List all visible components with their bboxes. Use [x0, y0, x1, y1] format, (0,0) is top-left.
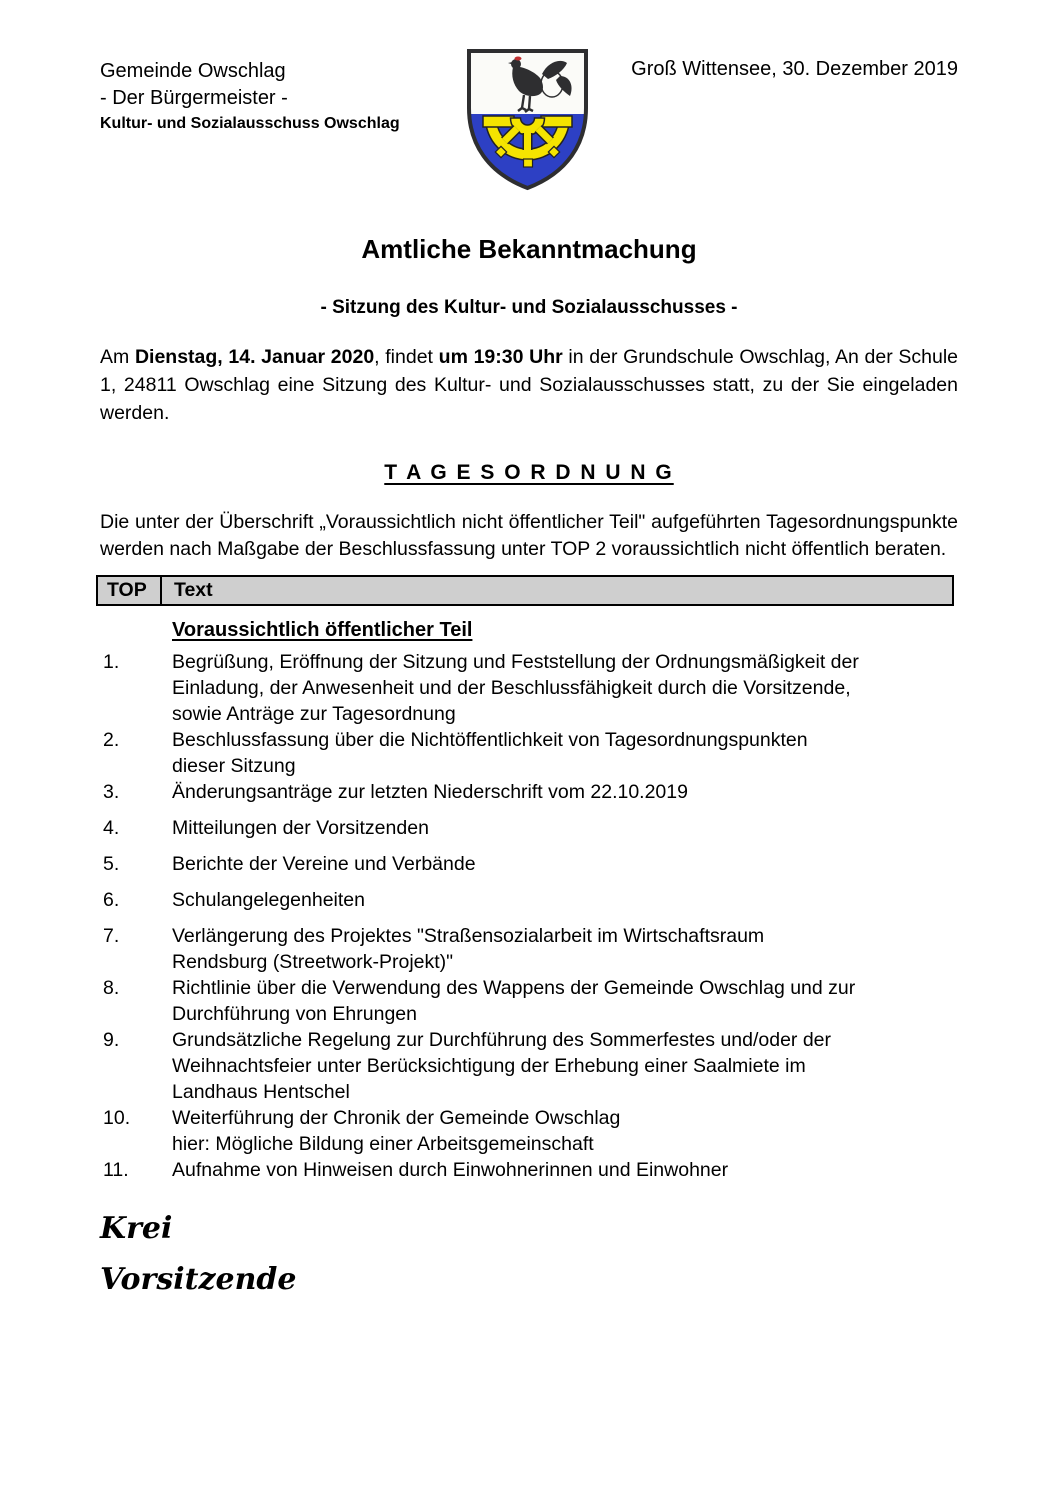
- agenda-item-line: dieser Sitzung: [172, 755, 296, 777]
- signature-name: Krei: [100, 1211, 173, 1246]
- sender-municipality: Gemeinde Owschlag: [100, 60, 286, 82]
- column-header-top: TOP: [98, 577, 162, 604]
- agenda-heading: T A G E S O R D N U N G: [384, 461, 674, 484]
- intro-paragraph: [100, 343, 958, 427]
- agenda-item-number: 9.: [103, 1029, 120, 1051]
- agenda-item-line: Mitteilungen der Vorsitzenden: [172, 817, 429, 839]
- agenda-item: [100, 649, 958, 727]
- public-section-heading: Voraussichtlich öffentlicher Teil: [172, 619, 473, 641]
- agenda-item-text: [172, 649, 958, 727]
- agenda-item-text: [172, 923, 958, 975]
- agenda-table-header: [96, 575, 954, 606]
- agenda-item-text: [172, 1105, 958, 1157]
- agenda-item: [100, 1027, 958, 1105]
- intro-bold-text: Dienstag, 14. Januar 2020: [134, 346, 375, 368]
- sender-block: [100, 58, 400, 136]
- agenda-item-number: 11.: [103, 1159, 129, 1181]
- document-header: [100, 46, 958, 196]
- agenda-item: [100, 923, 958, 975]
- agenda-item: [100, 975, 958, 1027]
- agenda-item-text: [172, 727, 958, 779]
- agenda-item-text: [172, 887, 958, 913]
- agenda-item-number: 10.: [103, 1107, 131, 1129]
- agenda-item-line: Verlängerung des Projektes "Straßensozialarbeit im Wirtschaftsraum: [172, 925, 765, 947]
- agenda-item-line: Änderungsanträge zur letzten Niederschrift vom 22.10.2019: [172, 781, 688, 803]
- column-header-text: Text: [174, 579, 213, 601]
- place-date: Groß Wittensee, 30. Dezember 2019: [631, 58, 958, 80]
- agenda-item: [100, 727, 958, 779]
- agenda-item: [100, 815, 958, 841]
- agenda-item-line: Richtlinie über die Verwendung des Wappens der Gemeinde Owschlag und zur: [172, 977, 856, 999]
- agenda-item-number: 5.: [103, 853, 120, 875]
- agenda-item: [100, 1105, 958, 1157]
- document-title: Amtliche Bekanntmachung: [361, 234, 697, 264]
- agenda-item-number: 1.: [103, 651, 120, 673]
- sender-mayor: - Der Bürgermeister -: [100, 87, 288, 109]
- signature-block: [100, 1211, 958, 1297]
- agenda-item-number: 4.: [103, 817, 120, 839]
- agenda-item-text: [172, 1027, 958, 1105]
- agenda-item-number: 2.: [103, 729, 120, 751]
- agenda-item-number: 8.: [103, 977, 120, 999]
- agenda-item-line: Einladung, der Anwesenheit und der Beschlussfähigkeit durch die Vorsitzende,: [172, 677, 851, 699]
- agenda-item: [100, 887, 958, 913]
- section-heading-row: [172, 619, 958, 642]
- agenda-item-line: Landhaus Hentschel: [172, 1081, 350, 1103]
- agenda-item-line: Begrüßung, Eröffnung der Sitzung und Feststellung der Ordnungsmäßigkeit der: [172, 651, 859, 673]
- non-public-note: Die unter der Überschrift „Voraussichtlich nicht öffentlicher Teil" aufgeführten Tagesordnungspunkte werden nach Maßgabe der Beschlussfassung unter TOP 2 voraussichtlich nicht öffentlich beraten.: [100, 511, 958, 560]
- agenda-item-line: Beschlussfassung über die Nichtöffentlichkeit von Tagesordnungspunkten: [172, 729, 808, 751]
- agenda-item-text: [172, 779, 958, 805]
- agenda-item: [100, 1157, 958, 1183]
- agenda-item: [100, 779, 958, 805]
- agenda-item-line: Weihnachtsfeier unter Berücksichtigung der Erhebung einer Saalmiete im: [172, 1055, 806, 1077]
- coat-of-arms-shield-icon: [464, 46, 591, 193]
- agenda-list: [100, 649, 958, 1183]
- intro-text: , findet: [374, 346, 439, 368]
- intro-text: in der Grundschule Owschlag, An der Schule 1, 24811 Owschlag eine Sitzung des Kultur- und Sozialausschusses statt, zu der Sie eingeladen werden.: [100, 346, 958, 424]
- signature-role: Vorsitzende: [100, 1262, 297, 1297]
- agenda-item-line: Aufnahme von Hinweisen durch Einwohnerinnen und Einwohner: [172, 1159, 729, 1181]
- agenda-item-line: Schulangelegenheiten: [172, 889, 366, 911]
- agenda-item-text: [172, 1157, 958, 1183]
- agenda-item-line: Rendsburg (Streetwork-Projekt)": [172, 951, 454, 973]
- agenda-item-line: Durchführung von Ehrungen: [172, 1003, 417, 1025]
- agenda-item-text: [172, 975, 958, 1027]
- agenda-item-text: [172, 851, 958, 877]
- agenda-item-line: hier: Mögliche Bildung einer Arbeitsgemeinschaft: [172, 1133, 594, 1155]
- agenda-item-number: 6.: [103, 889, 120, 911]
- agenda-item-number: 7.: [103, 925, 120, 947]
- agenda-item-line: sowie Anträge zur Tagesordnung: [172, 703, 456, 725]
- agenda-item: [100, 851, 958, 877]
- agenda-item-line: Grundsätzliche Regelung zur Durchführung des Sommerfestes und/oder der: [172, 1029, 832, 1051]
- agenda-item-line: Weiterführung der Chronik der Gemeinde Owschlag: [172, 1107, 621, 1129]
- coat-of-arms: [464, 46, 591, 194]
- agenda-item-line: Berichte der Vereine und Verbände: [172, 853, 476, 875]
- intro-bold-text: um 19:30 Uhr: [438, 346, 563, 368]
- agenda-item-number: 3.: [103, 781, 120, 803]
- agenda-item-text: [172, 815, 958, 841]
- sender-committee: Kultur- und Sozialausschuss Owschlag: [100, 115, 400, 132]
- intro-text: Am: [100, 346, 135, 368]
- document-subtitle: - Sitzung des Kultur- und Sozialausschusses -: [320, 297, 738, 318]
